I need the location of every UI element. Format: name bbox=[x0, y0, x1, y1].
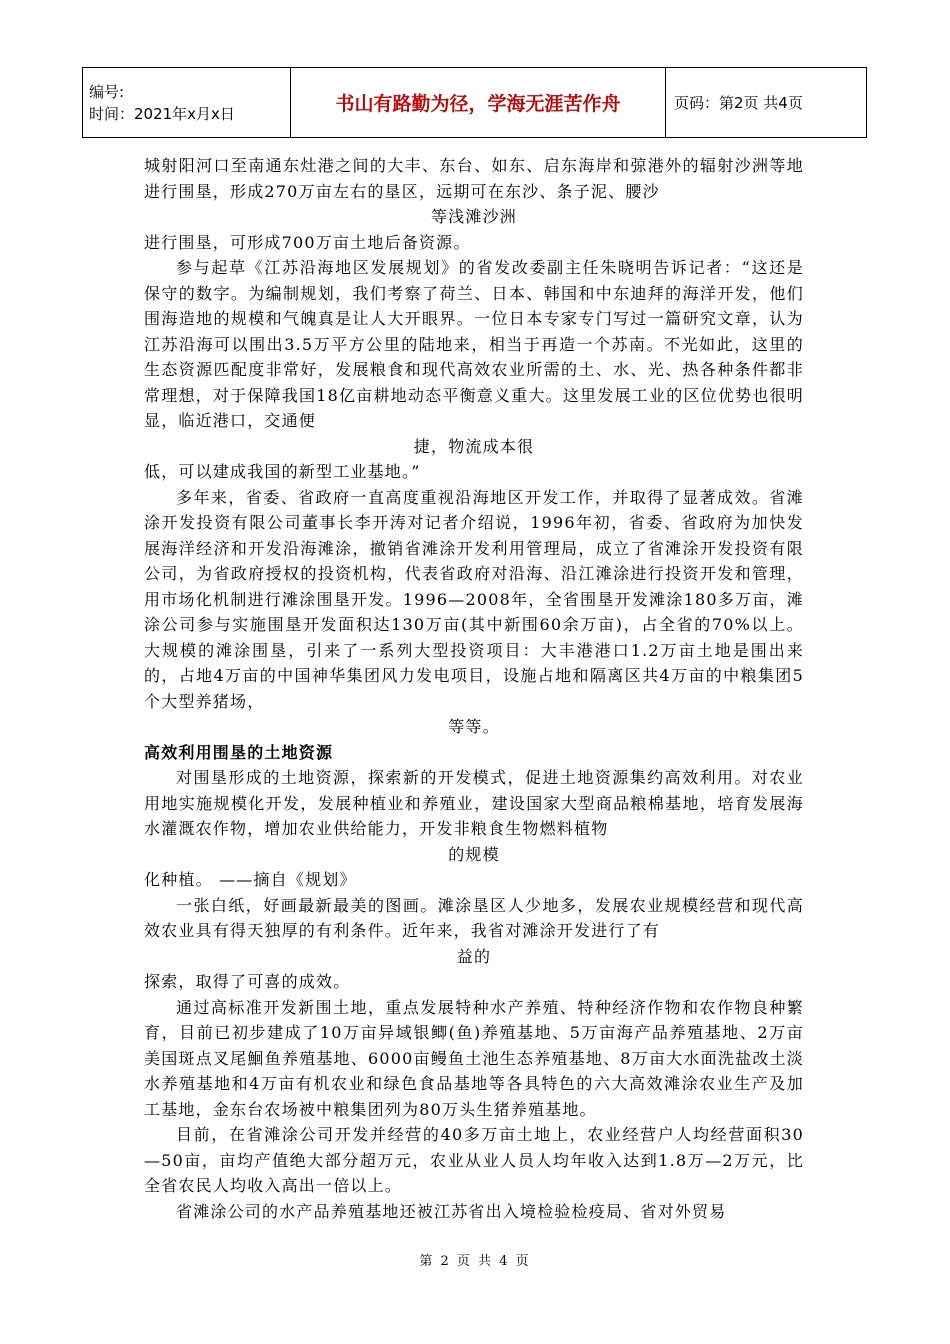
paragraph: 对围垦形成的土地资源，探索新的开发模式，促进土地资源集约高效利用。对农业用地实施规模化开发，发展种植业和养殖业，建设国家大型商品粮棉基地，培育发展海水灌溉农作物，增加农业供给能力，开发非粮食生物燃料植物 bbox=[144, 768, 804, 838]
paragraph-fragment: 等浅滩沙洲 bbox=[430, 207, 517, 226]
paragraph-fragment: 等等。 bbox=[448, 717, 500, 736]
paragraph-fragment: 捷，物流成本很 bbox=[413, 436, 535, 456]
section-heading: 高效利用围垦的土地资源 bbox=[144, 742, 334, 762]
paragraph: 城射阳河口至南通东灶港之间的大丰、东台、如东、启东海岸和弶港外的辐射沙洲等地进行围垦，形成270万亩左右的垦区，远期可在东沙、条子泥、腰沙 bbox=[144, 156, 804, 201]
header-motto: 书山有路勤为径，学海无涯苦作舟 bbox=[291, 68, 666, 138]
header-page-info: 页码：第2页 共4页 bbox=[666, 68, 867, 138]
page-header bbox=[82, 67, 867, 138]
document-body bbox=[144, 153, 804, 1224]
paragraph-fragment: 的规模 bbox=[448, 844, 500, 864]
header-meta bbox=[83, 68, 291, 138]
paragraph: 省滩涂公司的水产品养殖基地还被江苏省出入境检验检疫局、省对外贸易 bbox=[176, 1201, 727, 1221]
document-number-label: 编号: bbox=[89, 82, 125, 101]
paragraph: 探索，取得了可喜的成效。 bbox=[144, 972, 351, 991]
paragraph: 化种植。 ——摘自《规划》 bbox=[144, 870, 357, 889]
page-footer: 第 2 页 共 4 页 bbox=[419, 1254, 531, 1269]
paragraph: 目前，在省滩涂公司开发并经营的40多万亩土地上，农业经营户人均经营面积30—50亩，亩均产值绝大部分超万元，农业从业人员人均年收入达到1.8万—2万元，比全省农民人均收入高出一倍以上。 bbox=[144, 1125, 804, 1195]
paragraph: 一张白纸，好画最新最美的图画。滩涂垦区人少地多，发展农业规模经营和现代高效农业具有得天独厚的有利条件。近年来，我省对滩涂开发进行了有 bbox=[144, 895, 804, 940]
paragraph: 多年来，省委、省政府一直高度重视沿海地区开发工作，并取得了显著成效。省滩涂开发投资有限公司董事长李开涛对记者介绍说，1996年初，省委、省政府为加快发展海洋经济和开发沿海滩涂，撤销省滩涂开发利用管理局，成立了省滩涂开发投资有限公司，为省政府授权的投资机构，代表省政府对沿海、沿江滩涂进行投资开发和管理，用市场化机制进行滩涂围垦开发。1996—2008年，全省围垦开发滩涂180多万亩，滩涂公司参与实施围垦开发面积达130万亩(其中新围60余万亩)，占全省的70%以上。大规模的滩涂围垦，引来了一系列大型投资项目：大丰港港口1.2万亩土地是围出来的，占地4万亩的中国神华集团风力发电项目，设施占地和隔离区共4万亩的中粮集团5个大型养猪场， bbox=[144, 487, 804, 711]
paragraph: 低，可以建成我国的新型工业基地。” bbox=[144, 462, 421, 481]
paragraph-fragment: 益的 bbox=[456, 946, 492, 966]
paragraph: 参与起草《江苏沿海地区发展规划》的省发改委副主任朱晓明告诉记者：“这还是保守的数字。为编制规划，我们考察了荷兰、日本、韩国和中东迪拜的海洋开发，他们围海造地的规模和气魄真是让人大开眼界。一位日本专家专门写过一篇研究文章，认为江苏沿海可以围出3.5万平方公里的陆地来，相当于再造一个苏南。不光如此，这里的生态资源匹配度非常好，发展粮食和现代高效农业所需的土、水、光、热各种条件都非常理想，对于保障我国18亿亩耕地动态平衡意义重大。这里发展工业的区位优势也很明显，临近港口，交通便 bbox=[144, 258, 804, 430]
document-date-label: 时间：2021年x月x日 bbox=[89, 104, 235, 123]
paragraph: 通过高标准开发新围土地，重点发展特种水产养殖、特种经济作物和农作物良种繁育，目前已初步建成了10万亩异域银鲫(鱼)养殖基地、5万亩海产品养殖基地、2万亩美国斑点叉尾鮰鱼养殖基地、6000亩鳗鱼土池生态养殖基地、8万亩大水面洗盐改土淡水养殖基地和4万亩有机农业和绿色食品基地等各具特色的六大高效滩涂农业生产及加工基地，金东台农场被中粮集团列为80万头生猪养殖基地。 bbox=[144, 997, 804, 1119]
paragraph: 进行围垦，可形成700万亩土地后备资源。 bbox=[144, 232, 471, 252]
